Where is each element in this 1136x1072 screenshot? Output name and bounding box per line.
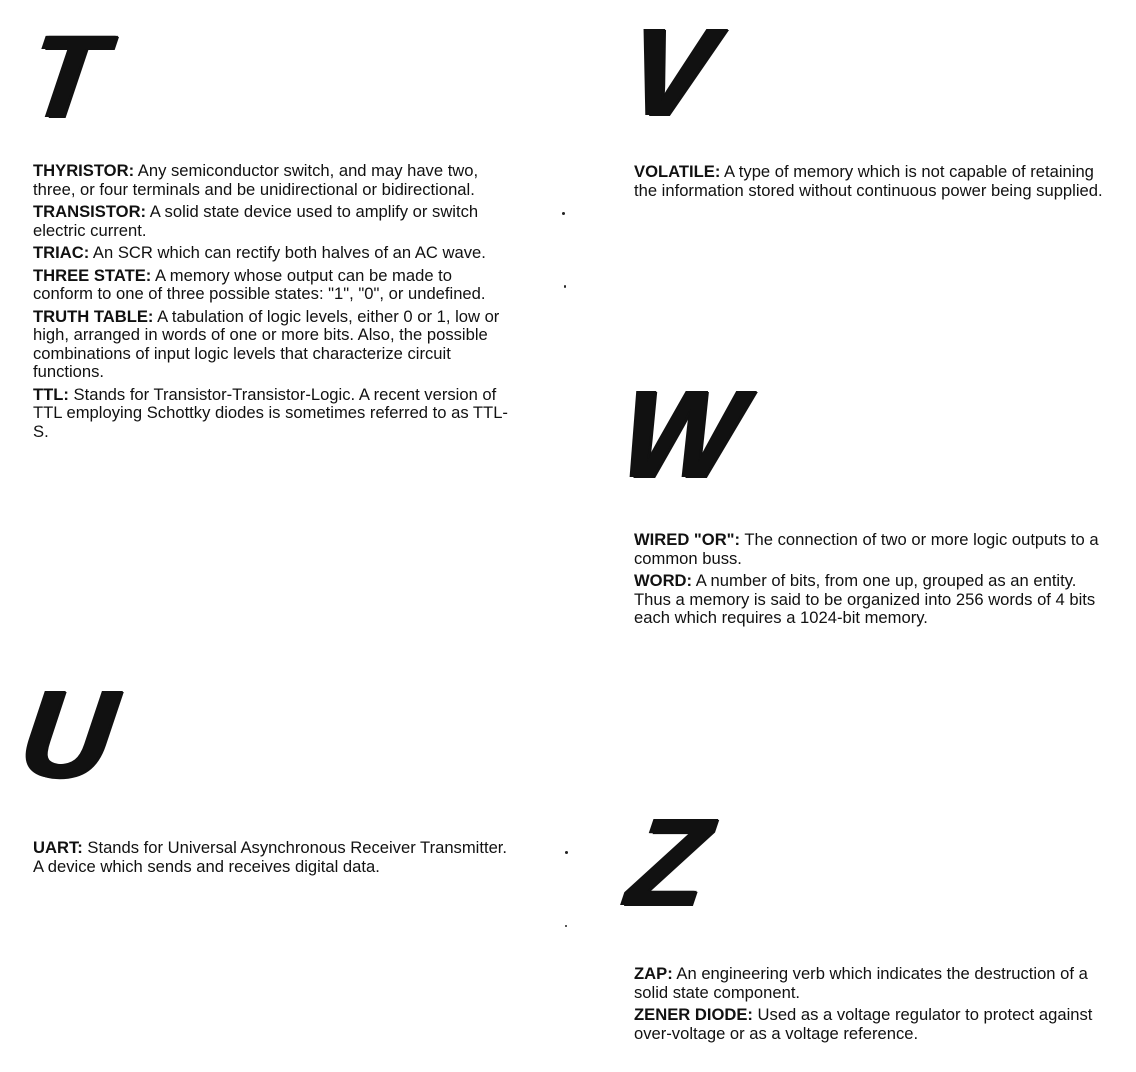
entry-definition: The connection of two or more logic outputs to a common buss. [634,530,1099,568]
entry-definition: An engineering verb which indicates the destruction of a solid state component. [634,964,1088,1002]
section-v-entries [634,163,1116,204]
entry-definition: Stands for Universal Asynchronous Receiver Transmitter. A device which sends and receives digital data. [33,838,508,876]
scan-speck [562,212,565,215]
glossary-entry-truth-table [33,308,513,382]
section-w-entries [634,531,1116,632]
entry-term: ZENER DIODE: [634,1005,753,1024]
glossary-entry-uart [33,839,513,876]
entry-definition: A tabulation of logic levels, either 0 or 1, low or high, arranged in words of one or more bits. Also, the possible combinations of input logic levels that characterize circuit functions. [33,306,500,381]
entry-term: TRIAC: [33,243,90,262]
scan-speck [565,925,567,927]
entry-definition: Used as a voltage regulator to protect against over-voltage or as a voltage reference. [634,1005,1093,1043]
entry-term: THREE STATE: [33,265,152,285]
entry-definition: Any semiconductor switch, and may have two, three, or four terminals and be unidirectional or bidirectional. [33,161,479,199]
entry-definition: A memory whose output can be made to conform to one of three possible states: "1", "0", or undefined. [33,265,486,303]
entry-term: TRUTH TABLE: [33,306,154,326]
glossary-entry-wired-or [634,531,1116,568]
scan-speck [565,851,568,854]
entry-definition: A type of memory which is not capable of retaining the information stored without continuous power being supplied. [634,162,1103,200]
letter-z-heading: Z [620,793,715,932]
letter-v-heading: V [618,3,720,142]
glossary-entry-three-state [33,267,513,304]
glossary-entry-ttl [33,386,513,442]
entry-definition: A number of bits, from one up, grouped as an entity. Thus a memory is said to be organized into 256 words of 4 bits each which requires a 1024-bit memory. [634,571,1096,627]
glossary-entry-thyristor [33,162,513,199]
glossary-entry-transistor [33,203,513,240]
glossary-entry-zap [634,965,1116,1002]
section-t-entries [33,162,513,445]
entry-term: TTL: [33,384,69,404]
entry-definition: Stands for Transistor-Transistor-Logic. A recent version of TTL employing Schottky diodes is sometimes referred to as TTL-S. [33,384,508,441]
glossary-entry-volatile [634,163,1116,200]
entry-term: UART: [33,838,83,857]
letter-u-heading: U [12,665,121,804]
glossary-entry-triac [33,244,513,263]
glossary-entry-word [634,572,1116,628]
entry-term: ZAP: [634,964,673,983]
entry-term: WORD: [634,571,693,590]
entry-term: WIRED "OR": [634,530,741,549]
letter-w-heading: W [612,365,748,504]
scan-speck [564,285,566,288]
entry-term: TRANSISTOR: [33,202,147,221]
section-z-entries [634,965,1116,1047]
letter-t-heading: T [20,11,110,143]
glossary-entry-zener-diode [634,1006,1116,1043]
entry-definition: A solid state device used to amplify or switch electric current. [33,202,479,240]
entry-term: VOLATILE: [634,162,721,181]
entry-term: THYRISTOR: [33,161,135,180]
entry-definition: An SCR which can rectify both halves of an AC wave. [89,243,486,262]
section-u-entries [33,839,513,880]
